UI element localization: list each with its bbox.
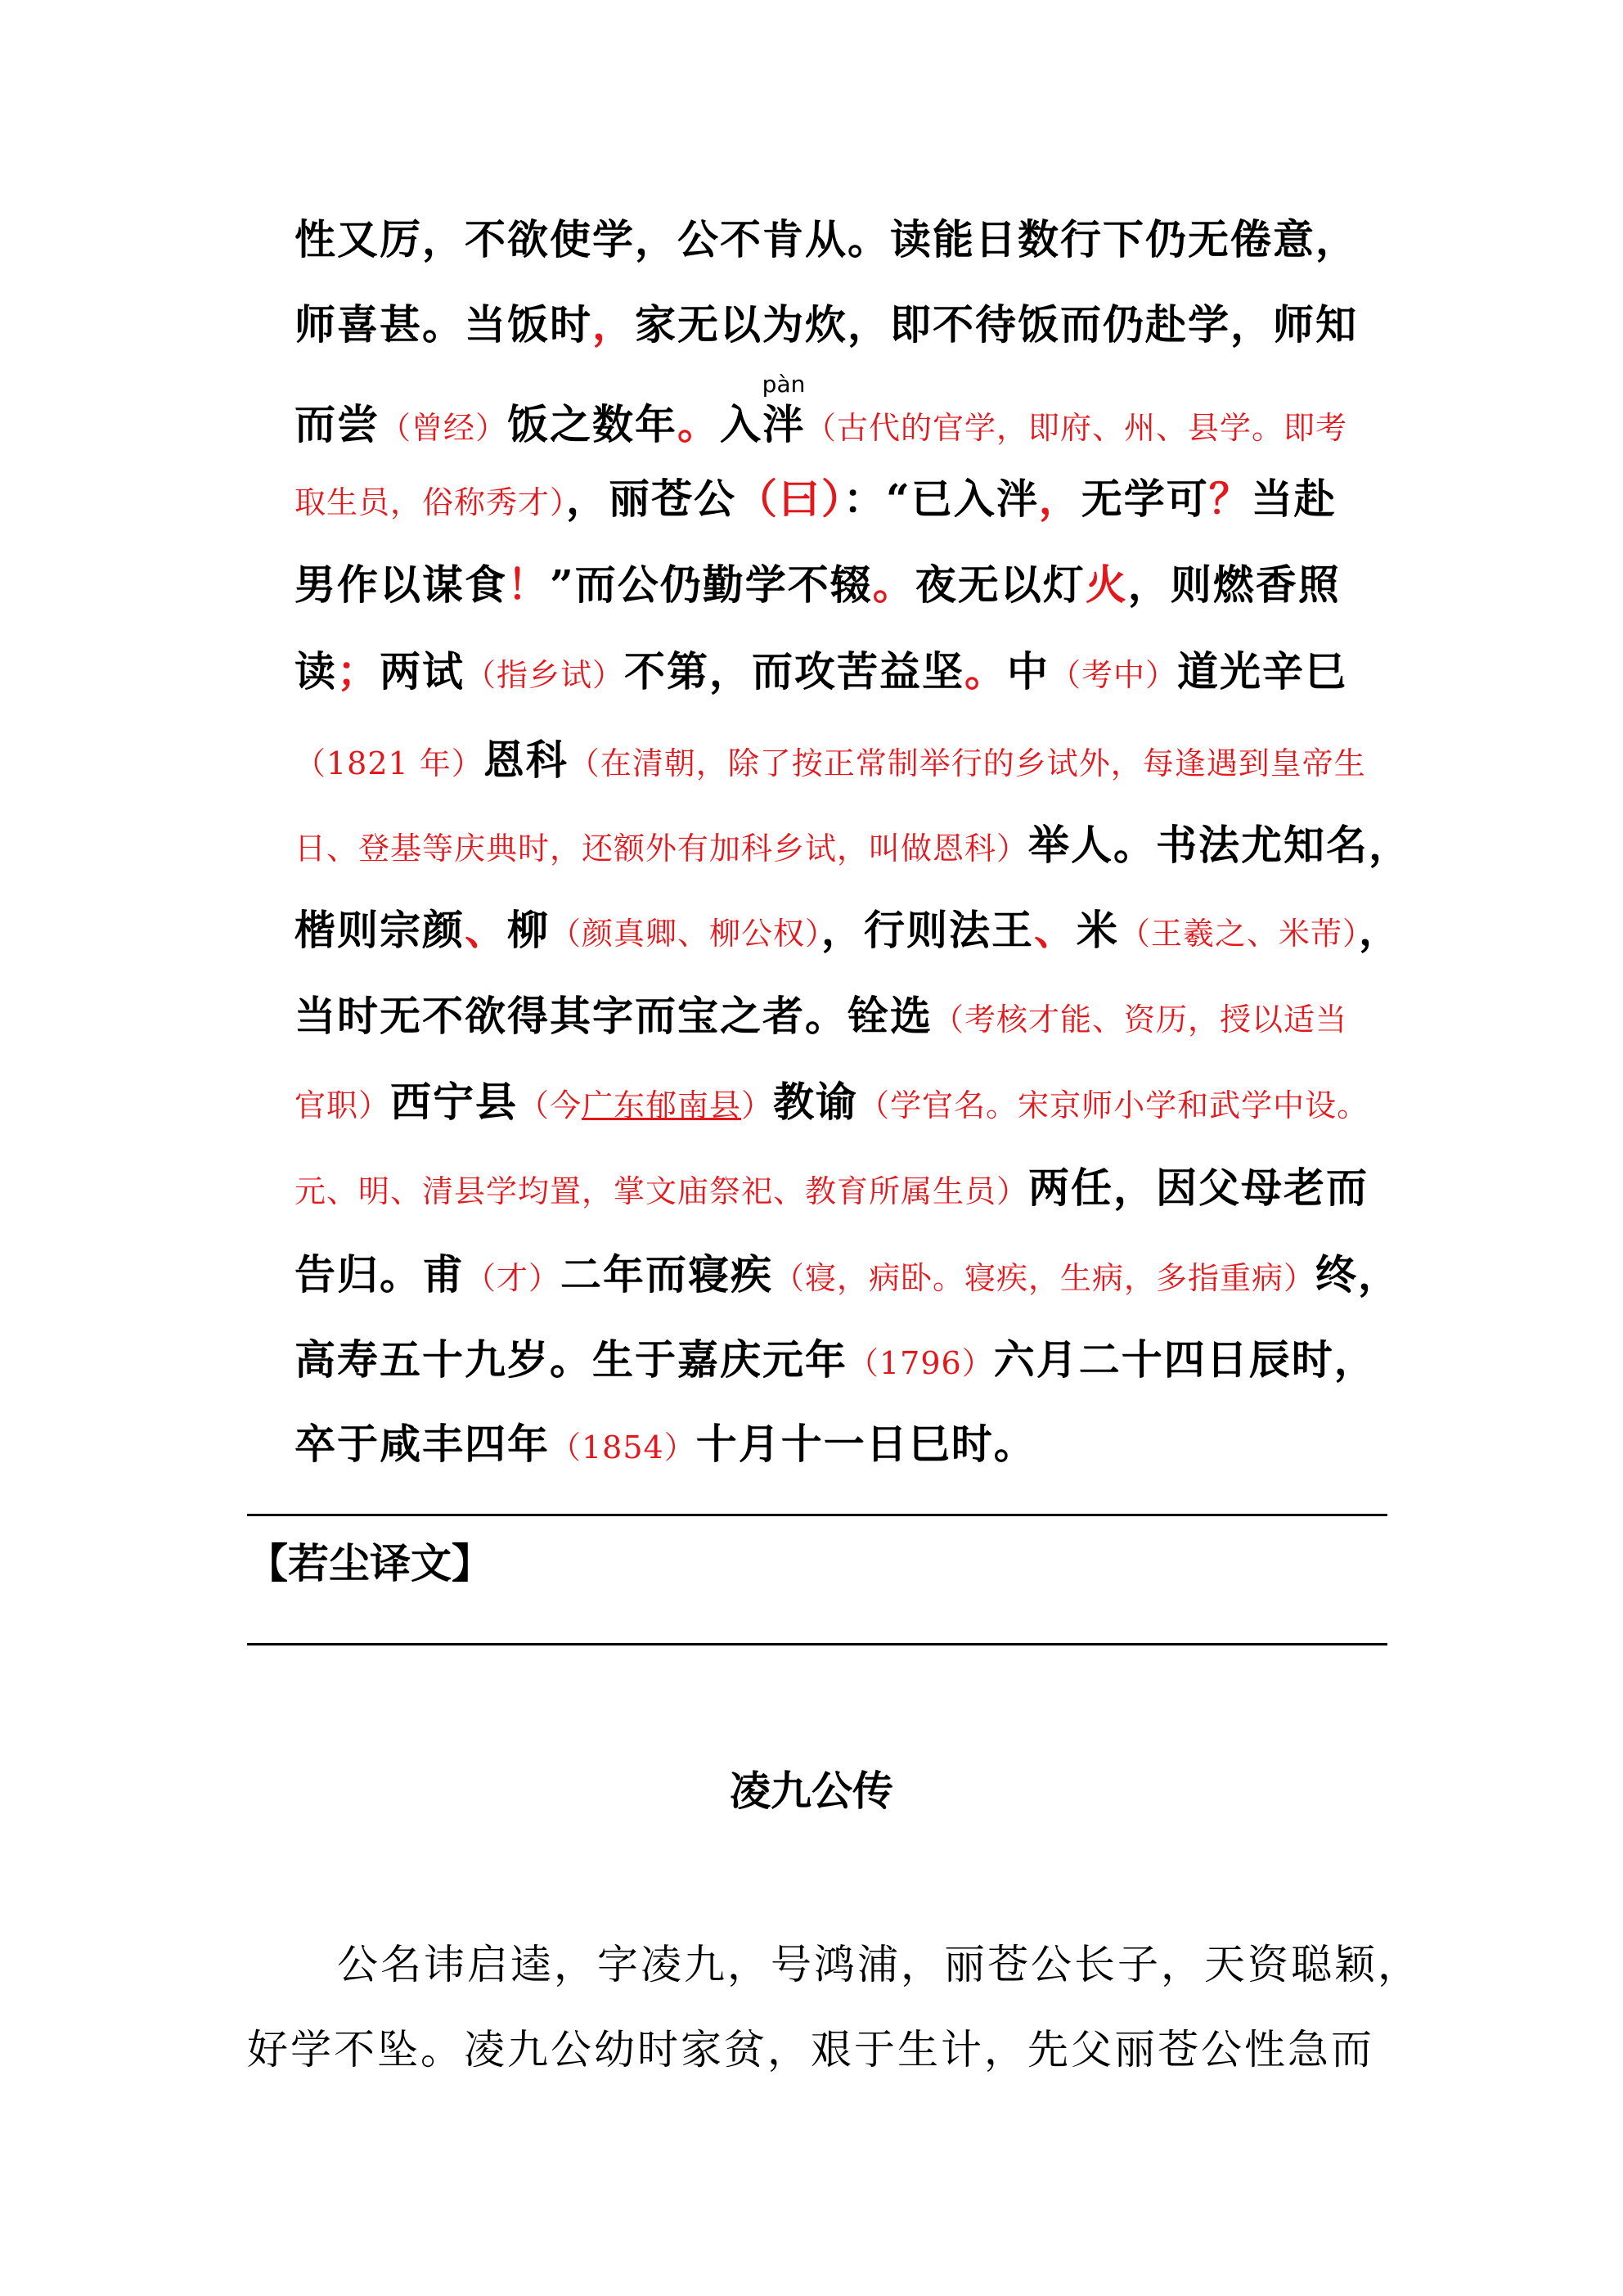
annotated-line-2 [294,300,1387,349]
main-text: ，丽苍公 [566,475,737,523]
gloss-note: （考中） [1050,657,1178,693]
gloss-note: （王羲之、米芾） [1119,916,1360,952]
ruby-character [762,371,806,448]
main-text: 中 [1007,647,1050,696]
red-bracket-text: （曰） [736,475,844,523]
gloss-note: 取生员，俗称秀才） [294,484,567,520]
annotated-line-7 [294,736,1387,784]
main-text: 两任，因父母老而 [1028,1164,1369,1212]
gloss-note: 官职） [294,1087,391,1123]
main-text: 性又厉，不欲使学，公不肯从。读能日数行下仍无倦意， [294,215,1358,263]
gloss-note: （学官名。宋京师小学和武学中设。 [858,1087,1369,1123]
ruby-base: 泮 [762,400,806,448]
gloss-note: （1854） [550,1429,696,1465]
main-text: ：“已入泮 [843,475,1039,523]
main-text: 高寿五十九岁。生于嘉庆元年 [294,1335,847,1384]
main-text: 夜无以灯 [915,560,1086,609]
gloss-note: （寝，病卧。寝疾，生病，多指重病） [773,1260,1316,1296]
red-punctuation: ， [1038,475,1081,523]
divider-top [247,1514,1387,1516]
translation-title: 凌九公传 [730,1767,893,1815]
main-text: ，则燃香照 [1127,560,1341,609]
gloss-note: （曾经） [380,410,508,446]
annotated-line-8 [294,821,1412,869]
annotated-line-15 [294,1420,1387,1468]
main-text: 当赴 [1251,475,1337,523]
translation-paragraph-line-2: 好学不坠。凌九公幼时家贫，艰于生计，先父丽苍公性急而 [247,2027,1374,2073]
translation-paragraph-line-1: 公名讳启逵，字凌九，号鸿浦，丽苍公长子，天资聪颖， [337,1942,1421,1988]
annotated-line-6 [294,647,1387,696]
main-text: 男作以谋食 [294,560,507,609]
divider-bottom [247,1643,1387,1645]
gloss-note: 日、登基等庆典时，还额外有加科乡试，叫做恩科） [294,831,1029,867]
red-punctuation: ？ [1208,475,1252,523]
main-text: 教谕 [773,1078,859,1126]
main-text: 入 [720,400,763,448]
gloss-note: （今 [518,1087,582,1123]
red-punctuation: 。 [872,560,915,609]
gloss-note: （颜真卿、柳公权） [550,916,822,952]
main-text: ，行则法王 [821,906,1035,954]
gloss-note: （才） [465,1260,561,1296]
red-character: 火 [1085,560,1128,609]
annotated-line-1 [294,215,1387,263]
main-text: 十月十一日巳时。 [695,1420,1036,1468]
main-text: 卒于咸丰四年 [294,1420,550,1468]
gloss-note: （1796） [847,1345,994,1381]
main-text: 终， [1315,1250,1401,1299]
annotated-line-13 [294,1250,1401,1299]
main-text: 读 [294,647,337,696]
gloss-note: （考核才能、资历，授以适当 [933,1002,1348,1038]
gloss-note: （在清朝，除了按正常制举行的乡试外，每逢遇到皇帝生 [568,745,1366,781]
section-heading: 【若尘译文】 [247,1539,492,1587]
red-punctuation: 。 [677,400,721,448]
main-text: 恩科 [483,736,569,784]
annotated-line-3 [294,371,1387,448]
main-text: ”而公仍勤学不辍 [550,560,873,609]
annotated-line-4 [294,475,1387,523]
annotated-line-11 [294,1078,1387,1126]
annotated-line-10 [294,992,1387,1040]
red-punctuation: ， [592,300,635,349]
main-text: 楷则宗颜 [294,906,465,954]
gloss-note: ） [741,1087,774,1123]
red-punctuation: 、 [1034,906,1077,954]
red-punctuation: ； [337,647,380,696]
main-text: 两试 [380,647,465,696]
main-text: 西宁县 [390,1078,519,1126]
main-text: 不第，而攻苦益坚 [624,647,965,696]
annotated-line-9 [294,906,1402,954]
red-punctuation: 、 [465,906,507,954]
main-text: 米 [1077,906,1120,954]
annotated-line-5 [294,560,1387,609]
gloss-note: （古代的官学，即府、州、县学。即考 [805,410,1348,446]
gloss-note: （指乡试） [465,657,625,693]
main-text: 举人。书法尤知名， [1028,821,1412,869]
main-text: 而尝 [294,400,380,448]
main-text: 告归。甫 [294,1250,465,1299]
main-text: 六月二十四日辰时， [993,1335,1377,1384]
main-text: 饭之数年 [507,400,678,448]
main-text: ， [1359,906,1402,954]
gloss-note: （1821 年） [294,745,483,781]
red-punctuation: ！ [507,560,550,609]
gloss-link-place[interactable]: 广东郁南县 [582,1087,742,1123]
annotated-line-14 [294,1335,1387,1384]
gloss-note: 元、明、清县学均置，掌文庙祭祀、教育所属生员） [294,1173,1029,1209]
main-text: 二年而寝疾 [560,1250,774,1299]
pinyin-annotation: pàn [762,371,806,398]
annotated-line-12 [294,1164,1387,1212]
main-text: 无学可 [1081,475,1209,523]
main-text: 家无以为炊，即不待饭而仍赴学，师知 [635,300,1358,349]
main-text: 道光辛巳 [1177,647,1348,696]
main-text: 师喜甚。当饭时 [294,300,592,349]
main-text: 当时无不欲得其字而宝之者。铨选 [294,992,933,1040]
main-text: 柳 [507,906,550,954]
red-punctuation: 。 [964,647,1008,696]
